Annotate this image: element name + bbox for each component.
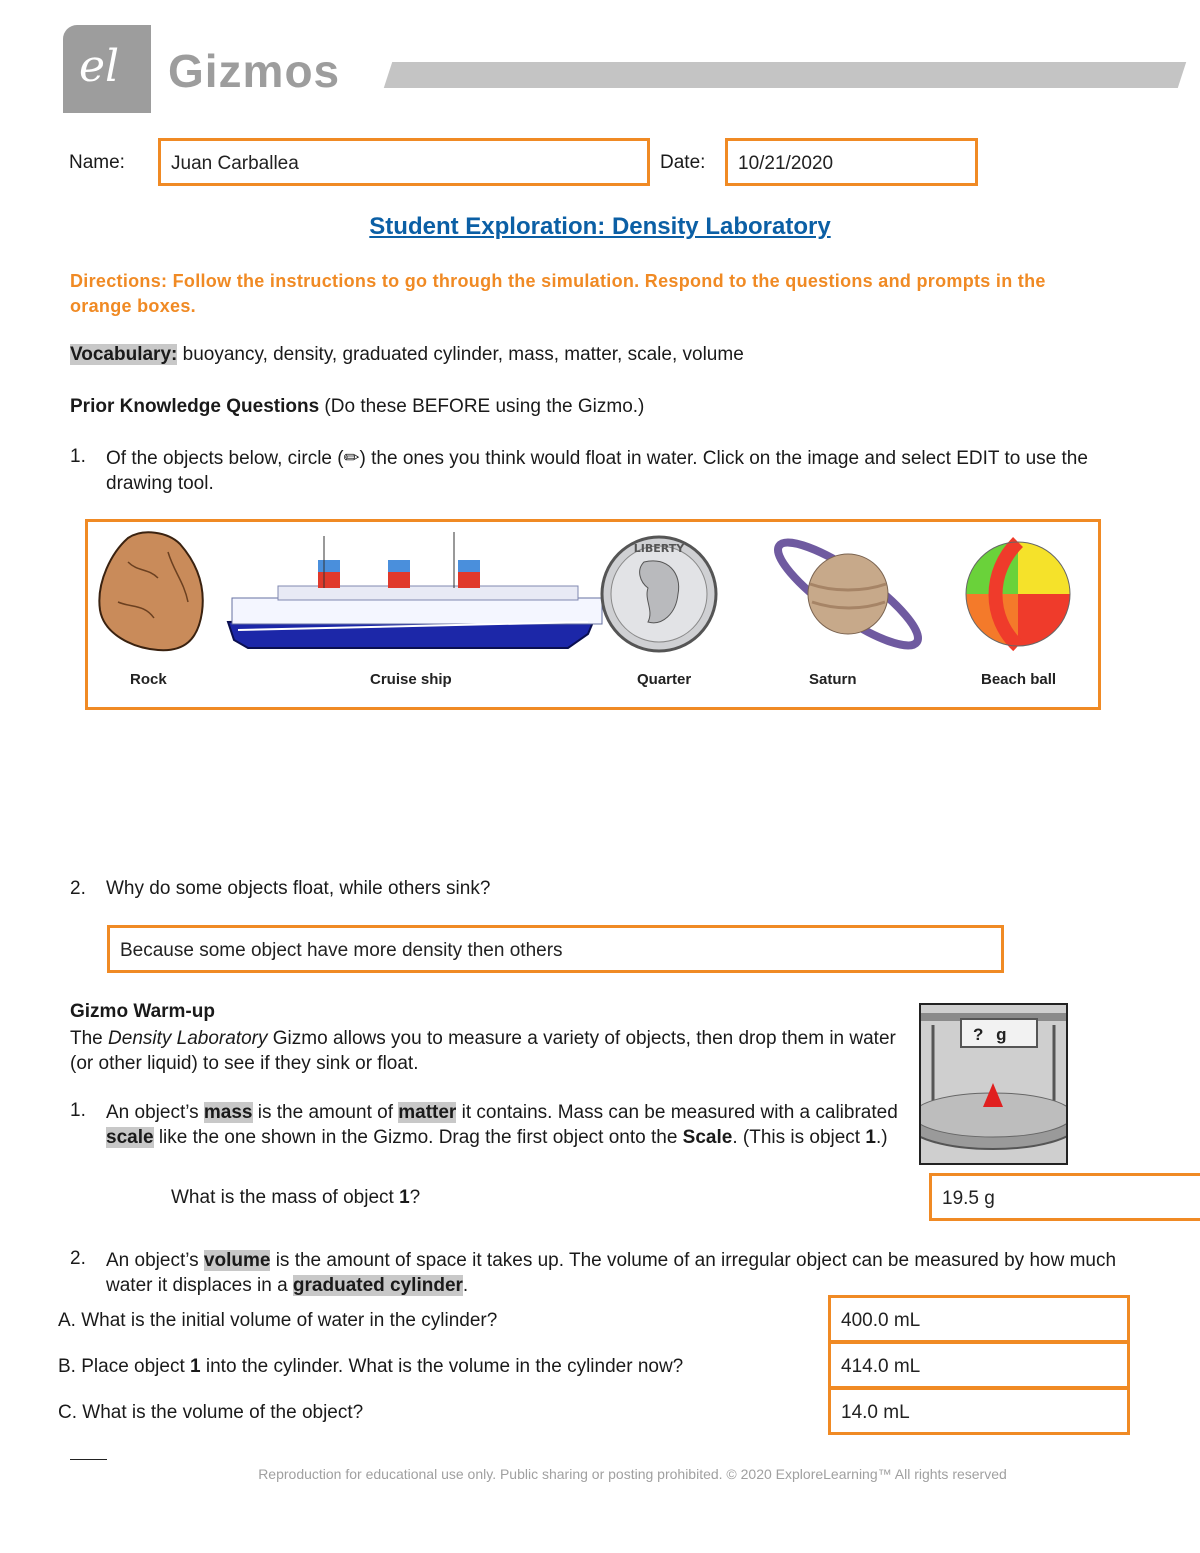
cruise-ship-image — [228, 532, 602, 648]
question-c: C. What is the volume of the object? — [58, 1402, 364, 1423]
w1-question-post: ? — [409, 1187, 421, 1208]
vocabulary-terms: buoyancy, density, graduated cylinder, mass, matter, scale, volume — [177, 344, 744, 365]
w2-p3: . — [462, 1275, 469, 1296]
scale-image — [919, 1003, 1068, 1165]
rock-image — [99, 532, 202, 650]
q1-text: Of the objects below, circle (✏) the ones you think would float in water. Click on the image and select EDIT to use the drawing tool. — [106, 448, 1088, 494]
term-scale: scale — [106, 1127, 154, 1148]
term-mass: mass — [203, 1102, 253, 1123]
w1-question — [171, 1187, 420, 1209]
term-graduated-cylinder: graduated cylinder — [292, 1275, 463, 1296]
answer-b-box[interactable] — [828, 1341, 1130, 1389]
question-b-post: into the cylinder. What is the volume in the cylinder now? — [200, 1356, 684, 1377]
footer-text: Reproduction for educational use only. Public sharing or posting prohibited. © 2020 ExploreLearning™ All rights reserved — [258, 1466, 1007, 1482]
question-b — [58, 1356, 683, 1378]
w2-p2: is the amount of space it takes up. The volume of an irregular object can be measured by how much water it displaces in a — [106, 1250, 1117, 1296]
caption-rock: Rock — [130, 671, 167, 688]
objects-image-box[interactable] — [85, 519, 1101, 710]
w1-text — [106, 1100, 912, 1150]
warmup-intro-post: Gizmo allows you to measure a variety of objects, then drop them in water (or other liquid) to see if they sink or float. — [70, 1028, 896, 1074]
w1-p6: .) — [875, 1127, 888, 1148]
warmup-intro-italic: Density Laboratory — [108, 1028, 268, 1049]
warmup-intro — [70, 1026, 900, 1076]
date-value: 10/21/2020 — [738, 153, 834, 174]
mass-answer-box[interactable] — [929, 1173, 1200, 1221]
w1-p1: An object’s — [106, 1102, 204, 1123]
w1-question-pre: What is the mass of object — [171, 1187, 400, 1208]
term-volume: volume — [203, 1250, 271, 1271]
scale-display: ? g — [973, 1025, 1011, 1044]
directions: Directions: Follow the instructions to go through the simulation. Respond to the questions and prompts in the orange boxes. — [70, 271, 1046, 316]
answer-b: 414.0 mL — [841, 1356, 921, 1377]
prior-knowledge — [70, 396, 644, 418]
date-label: Date: — [660, 152, 706, 173]
w1-p5: . (This is object — [732, 1127, 866, 1148]
name-field[interactable] — [158, 138, 650, 186]
q2-text: Why do some objects float, while others sink? — [106, 878, 491, 899]
w2-text — [106, 1248, 1136, 1298]
vocabulary — [70, 344, 744, 366]
warmup-heading: Gizmo Warm-up — [70, 1001, 215, 1022]
vocabulary-label: Vocabulary: — [70, 344, 178, 365]
date-field[interactable] — [725, 138, 978, 186]
objects-drawing — [88, 522, 1098, 707]
w1-number: 1. — [70, 1100, 86, 1121]
q1-number: 1. — [70, 446, 86, 467]
prior-note: (Do these BEFORE using the Gizmo.) — [319, 396, 645, 417]
answer-c: 14.0 mL — [841, 1402, 910, 1423]
q2-answer: Because some object have more density then others — [120, 940, 563, 961]
brand-name: Gizmos — [168, 45, 341, 97]
object-one: 1 — [865, 1127, 876, 1148]
w1-p4: like the one shown in the Gizmo. Drag the first object onto the — [153, 1127, 683, 1148]
w1-p2: is the amount of — [252, 1102, 399, 1123]
warmup-intro-pre: The — [70, 1028, 109, 1049]
caption-cruise-ship: Cruise ship — [370, 671, 452, 688]
footer-rule — [70, 1459, 107, 1460]
q2-number: 2. — [70, 878, 86, 899]
name-value: Juan Carballea — [171, 153, 299, 174]
logo-mark: el — [79, 41, 120, 92]
w1-question-num: 1 — [399, 1187, 410, 1208]
caption-saturn: Saturn — [809, 671, 857, 688]
caption-beach-ball: Beach ball — [981, 671, 1057, 688]
q2-answer-box[interactable] — [107, 925, 1004, 973]
gizmos-logo — [63, 25, 151, 113]
beach-ball-image — [966, 542, 1070, 646]
saturn-image — [767, 528, 930, 660]
w2-p1: An object’s — [106, 1250, 204, 1271]
quarter-image — [602, 537, 716, 651]
caption-quarter: Quarter — [637, 671, 692, 688]
quarter-liberty: LIBERTY — [633, 542, 685, 555]
mass-answer: 19.5 g — [942, 1188, 995, 1209]
name-label: Name: — [69, 152, 125, 173]
answer-a: 400.0 mL — [841, 1310, 921, 1331]
scale-bold: Scale — [682, 1127, 733, 1148]
question-b-pre: B. Place object — [58, 1356, 191, 1377]
w1-p3: it contains. Mass can be measured with a calibrated — [456, 1102, 898, 1123]
question-b-num: 1 — [190, 1356, 201, 1377]
question-a: A. What is the initial volume of water in the cylinder? — [58, 1310, 498, 1331]
page-title: Student Exploration: Density Laboratory — [369, 213, 831, 240]
answer-a-box[interactable] — [828, 1295, 1130, 1343]
answer-c-box[interactable] — [828, 1387, 1130, 1435]
term-matter: matter — [398, 1102, 457, 1123]
header-bar — [384, 62, 1186, 88]
prior-heading: Prior Knowledge Questions — [70, 396, 320, 417]
w2-number: 2. — [70, 1248, 86, 1269]
